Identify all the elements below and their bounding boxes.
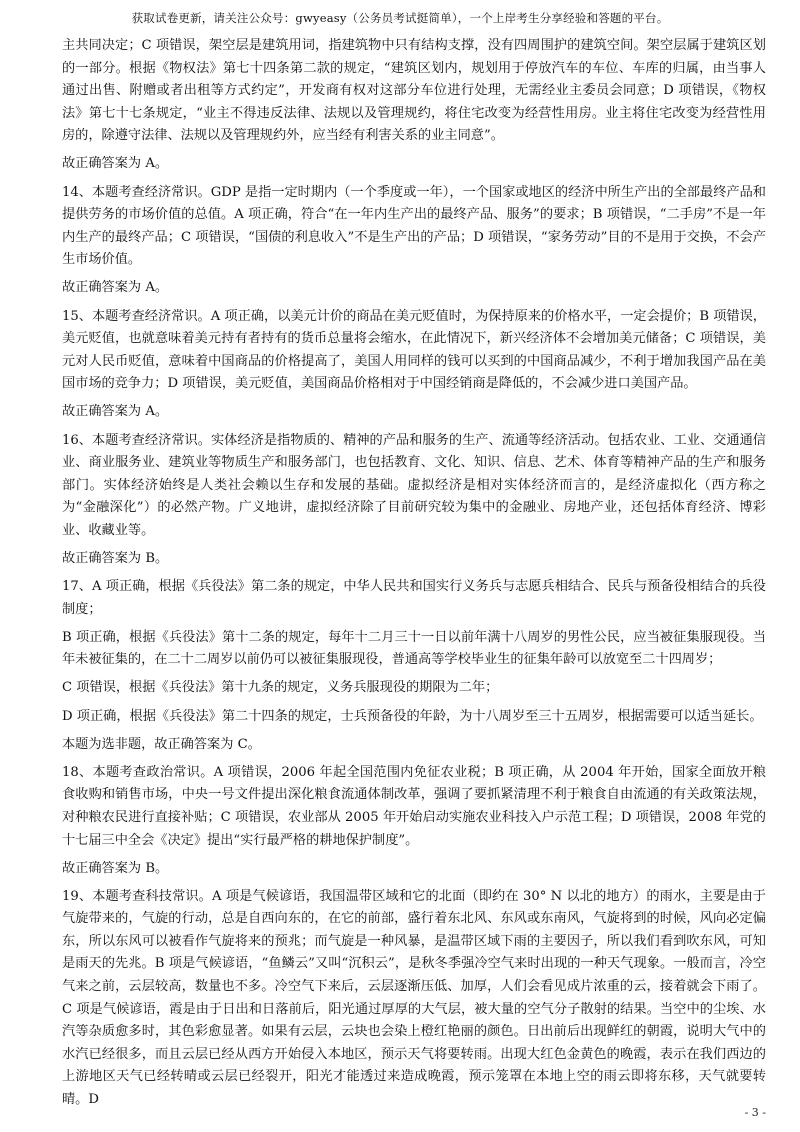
page-header: 获取试卷更新，请关注公众号：gwyeasy（公务员考试挺简单），一个上岸考生分享经验和答题的平台。 bbox=[131, 11, 669, 25]
answer-14: 故正确答案为 A。 bbox=[62, 280, 169, 296]
paragraph-17-a: 17、A 项正确，根据《兵役法》第二条的规定，中华人民共和国实行义务兵与志愿兵相结合、民兵与预备役相结合的兵役制度； bbox=[62, 579, 766, 617]
answer-17: 本题为选非题，故正确答案为 C。 bbox=[62, 736, 261, 752]
answer-13: 故正确答案为 A。 bbox=[62, 156, 169, 172]
answer-16: 故正确答案为 B。 bbox=[62, 550, 169, 566]
document-body bbox=[62, 35, 766, 1117]
paragraph-15: 15、本题考查经济常识。A 项正确，以美元计价的商品在美元贬值时，为保持原来的价格水平，一定会提价；B 项错误，美元贬值，也就意味着美元持有者持有的货币总量将会缩水，在此情况下，新兴经济体不会增加美元储备；C 项错误，美元对人民币贬值，意味着中国商品的价格提高了，美国人用同样的钱可以买到的中国商品减少，不利于增加我国产品在美国市场的竞争力；D 项错误，美元贬值，美国商品价格相对于中国经销商是降低的，不会减少进口美国产品。 bbox=[62, 308, 766, 392]
page-number: - 3 - bbox=[744, 1106, 766, 1119]
answer-15: 故正确答案为 A。 bbox=[62, 404, 169, 420]
paragraph-17-b: B 项正确，根据《兵役法》第十二条的规定，每年十二月三十一日以前年满十八周岁的男性公民，应当被征集服现役。当年未被征集的，在二十二周岁以前仍可以被征集服现役，普通高等学校毕业生的征集年龄可以放宽至二十四周岁； bbox=[62, 629, 766, 668]
paragraph-19: 19、本题考查科技常识。A 项是气候谚语，我国温带区域和它的北面（即约在 30° N 以北的地方）的雨水，主要是由于气旋带来的，气旋的行动，总是自西向东的，在它的前部，盛行着东北风、东风或东南风，气旋将到的时候，风向必定偏东，所以东风可以被看作气旋将来的预兆；而气旋是一种风暴，是温带区域下雨的主要因子，所以我们看到吹东风，可知是雨天的先兆。B 项是气候谚语，“鱼鳞云”又叫“沉积云”，是秋冬季强冷空气来时出现的一种天气现象。一般而言，冷空气来之前，云层较高，数量也不多。冷空气下来后，云层逐渐压低、加厚，人们会看见成片浓重的云，接着就会下雨了。C 项是气候谚语，霞是由于日出和日落前后，阳光通过厚厚的大气层，被大量的空气分子散射的结果。当空中的尘埃、水汽等杂质愈多时，其色彩愈显著。如果有云层，云块也会染上橙红艳丽的颜色。日出前后出现鲜红的朝霞，说明大气中的水汽已经很多，而且云层已经从西方开始侵入本地区，预示天气将要转雨。出现大红色金黄色的晚霞，表示在我们西边的上游地区天气已经转晴或云层已经裂开，阳光才能透过来造成晚霞，预示笼罩在本地上空的雨云即将东移，天气就要转晴。D bbox=[62, 888, 766, 1108]
paragraph-13-cont: 主共同决定；C 项错误，架空层是建筑用词，指建筑物中只有结构支撑，没有四周围护的建筑空间。架空层属于建筑区划的一部分。根据《物权法》第七十四条第二款的规定，“建筑区划内，规划用于停放汽车的车位、车库的归属，由当事人通过出售、附赠或者出租等方式约定”，开发商有权对这部分车位进行处理，无需经业主委员会同意；D 项错误，《物权法》第七十七条规定，“业主不得违反法律、法规以及管理规约，将住宅改变为经营性用房。业主将住宅改变为经营性用房的，除遵守法律、法规以及管理规约外，应当经有利害关系的业主同意”。 bbox=[62, 38, 766, 144]
paragraph-17-c: C 项错误，根据《兵役法》第十九条的规定，义务兵服现役的期限为二年； bbox=[62, 680, 499, 696]
paragraph-17-d: D 项正确，根据《兵役法》第二十四条的规定，士兵预备役的年龄，为十八周岁至三十五周岁，根据需要可以适当延长。 bbox=[62, 708, 763, 724]
paragraph-14: 14、本题考查经济常识。GDP 是指一定时期内（一个季度或一年），一个国家或地区的经济中所生产出的全部最终产品和提供劳务的市场价值的总值。A 项正确，符合“在一年内生产出的最终产品、服务”的要求；B 项错误，“二手房”不是一年内生产的最终产品；C 项错误，“国债的利息收入”不是生产出的产品；D 项错误，“家务劳动”目的不是用于交换，不会产生市场价值。 bbox=[62, 184, 766, 268]
paragraph-18: 18、本题考查政治常识。A 项错误，2006 年起全国范围内免征农业税；B 项正确，从 2004 年开始，国家全面放开粮食收购和销售市场，中央一号文件提出深化粮食流通体制改革，强调了要抓紧清理不利于粮食自由流通的有关政策法规，对种粮农民进行直接补贴；C 项错误，农业部从 2005 年开始启动实施农业科技入户示范工程；D 项错误，2008 年党的十七届三中全会《决定》提出“实行最严格的耕地保护制度”。 bbox=[62, 764, 766, 848]
answer-18: 故正确答案为 B。 bbox=[62, 860, 169, 876]
paragraph-16: 16、本题考查经济常识。实体经济是指物质的、精神的产品和服务的生产、流通等经济活动。包括农业、工业、交通通信业、商业服务业、建筑业等物质生产和服务部门，也包括教育、文化、知识、信息、艺术、体育等精神产品的生产和服务部门。实体经济始终是人类社会赖以生存和发展的基础。虚拟经济是相对实体经济而言的，是经济虚拟化（西方称之为“金融深化”）的必然产物。广义地讲，虚拟经济除了目前研究较为集中的金融业、房地产业，还包括体育经济、博彩业、收藏业等。 bbox=[62, 432, 766, 538]
